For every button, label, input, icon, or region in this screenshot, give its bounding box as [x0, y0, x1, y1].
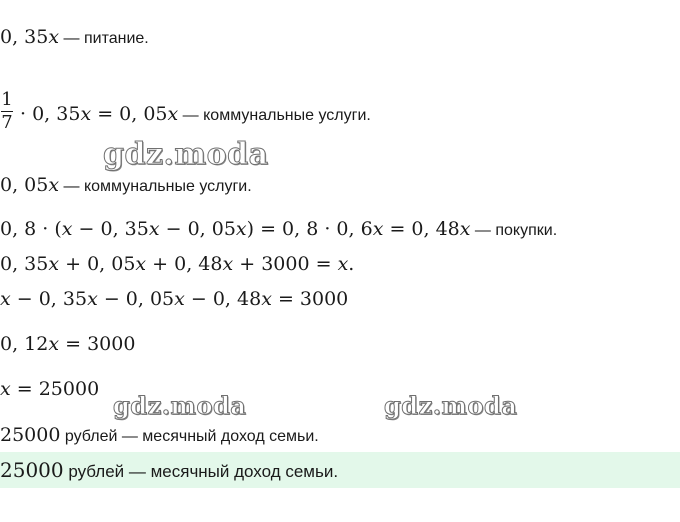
line-text: — покупки.: [470, 222, 558, 239]
solution-line-5: [0, 254, 354, 276]
math-expression: 0, 12x = 3000: [0, 333, 136, 355]
fraction-numerator: 1: [1, 89, 13, 110]
line-text: — коммунальные услуги.: [59, 178, 252, 195]
watermark-logo: gdz.moda: [103, 137, 269, 172]
line-text: рублей — месячный доход семьи.: [60, 428, 319, 445]
math-expression: x − 0, 35x − 0, 05x − 0, 48x = 3000: [0, 288, 349, 310]
math-expression: 0, 35x + 0, 05x + 0, 48x + 3000 = x.: [0, 253, 355, 275]
solution-line-8: [0, 379, 99, 401]
fraction-denominator: 7: [1, 112, 13, 133]
solution-line-3: [0, 175, 252, 197]
watermark-logo: gdz.moda: [384, 391, 518, 420]
math-expression: x = 25000: [0, 378, 100, 400]
line-text: — коммунальные услуги.: [178, 107, 371, 124]
math-expression: 0, 35x: [0, 26, 60, 48]
math-expression: · 0, 35x = 0, 05x: [20, 103, 179, 125]
answer-box: [0, 452, 680, 488]
solution-line-2: [20, 104, 371, 126]
solution-line-7: [0, 334, 135, 356]
math-expression: 0, 8 · (x − 0, 35x − 0, 05x) = 0, 8 · 0, 6x = 0, 48x: [0, 218, 471, 240]
math-expression: 0, 05x: [0, 174, 60, 196]
answer-line: [0, 460, 338, 482]
solution-line-9: [0, 425, 319, 447]
solution-line-4: [0, 219, 557, 241]
watermark-logo: gdz.moda: [113, 391, 247, 420]
answer-text: рублей — месячный доход семьи.: [63, 462, 339, 481]
fraction: [0, 90, 14, 133]
solution-line-6: [0, 289, 348, 311]
answer-number: 25000: [0, 458, 64, 482]
line-text: — питание.: [59, 30, 149, 47]
math-expression: 25000: [0, 424, 61, 446]
solution-line-1: [0, 27, 149, 49]
